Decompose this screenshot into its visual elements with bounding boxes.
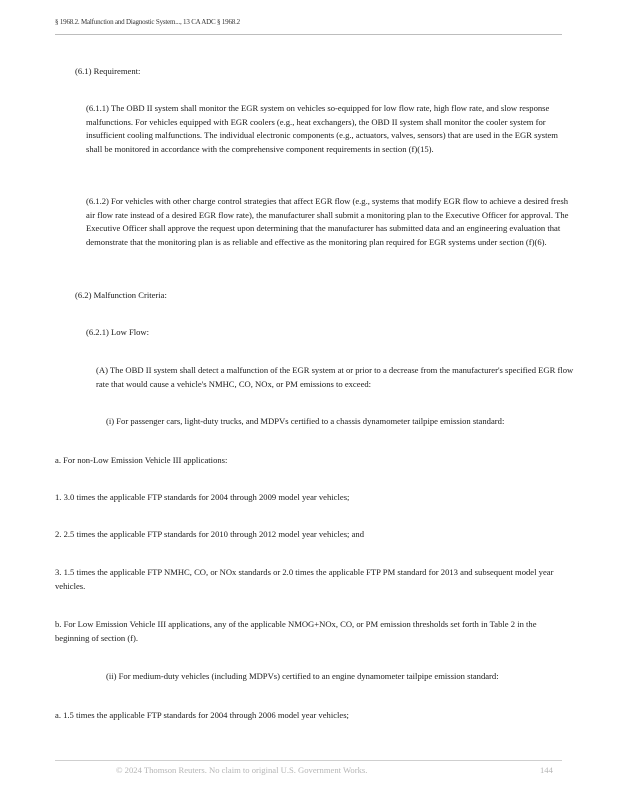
section-i-passenger-cars: (i) For passenger cars, light-duty trucks, and MDPVs certified to a chassis dynamometer tailpipe emission standard: bbox=[106, 416, 505, 426]
item-a-non-lev-iii: a. For non-Low Emission Vehicle III applications: bbox=[55, 455, 228, 465]
section-6-1-requirement: (6.1) Requirement: bbox=[75, 66, 141, 76]
footer-divider bbox=[55, 760, 562, 761]
item-1-2004-2009: 1. 3.0 times the applicable FTP standards for 2004 through 2009 model year vehicles; bbox=[55, 492, 350, 502]
item-a-2004-2006: a. 1.5 times the applicable FTP standards for 2004 through 2006 model year vehicles; bbox=[55, 710, 349, 720]
page-number: 144 bbox=[540, 765, 553, 775]
section-6-1-1-paragraph: (6.1.1) The OBD II system shall monitor the EGR system on vehicles so-equipped for low flow rate, high flow rate, and slow response malfunctions. For vehicles equipped with EGR coolers (e.g., heat exchangers), the OBD II system shall monitor the cooler system for insufficient cooling malfunctions. The individual electronic components (e.g., actuators, valves, sensors) that are used in the EGR system shall be monitored in accordance with the comprehensive component requirements in section (f)(15). bbox=[86, 103, 558, 154]
item-b-lev-iii: b. For Low Emission Vehicle III applications, any of the applicable NMOG+NOx, CO, or PM emission thresholds set forth in Table 2 in the beginning of section (f). bbox=[55, 619, 537, 643]
item-2-2010-2012: 2. 2.5 times the applicable FTP standards for 2010 through 2012 model year vehicles; and bbox=[55, 529, 364, 539]
section-ii-medium-duty: (ii) For medium-duty vehicles (including MDPVs) certified to an engine dynamometer tailpipe emission standard: bbox=[106, 671, 499, 681]
header-divider bbox=[55, 34, 562, 35]
section-6-2-1-low-flow: (6.2.1) Low Flow: bbox=[86, 327, 150, 337]
item-3-2013-subsequent: 3. 1.5 times the applicable FTP NMHC, CO, or NOx standards or 2.0 times the applicable FTP PM standard for 2013 and subsequent model year vehicles. bbox=[55, 567, 554, 591]
document-citation-header: § 1968.2. Malfunction and Diagnostic System..., 13 CA ADC § 1968.2 bbox=[55, 18, 240, 26]
section-a-paragraph: (A) The OBD II system shall detect a malfunction of the EGR system at or prior to a decrease from the manufacturer's specified EGR flow rate that would cause a vehicle's NMHC, CO, NOx, or PM emissions to exceed: bbox=[96, 365, 574, 389]
footer-copyright: © 2024 Thomson Reuters. No claim to original U.S. Government Works. bbox=[116, 765, 368, 775]
section-6-2-malfunction-criteria: (6.2) Malfunction Criteria: bbox=[75, 290, 167, 300]
section-6-1-2-paragraph: (6.1.2) For vehicles with other charge control strategies that affect EGR flow (e.g., systems that modify EGR flow to achieve a desired fresh air flow rate instead of a desired EGR flow rate), the manufacturer shall submit a monitoring plan to the Executive Officer for approval. The Executive Officer shall approve the request upon determining that the manufacturer has submitted data and an engineering evaluation that demonstrate that the monitoring plan is as reliable and effective as the monitoring plan required for EGR systems under section (f)(6). bbox=[86, 196, 569, 247]
